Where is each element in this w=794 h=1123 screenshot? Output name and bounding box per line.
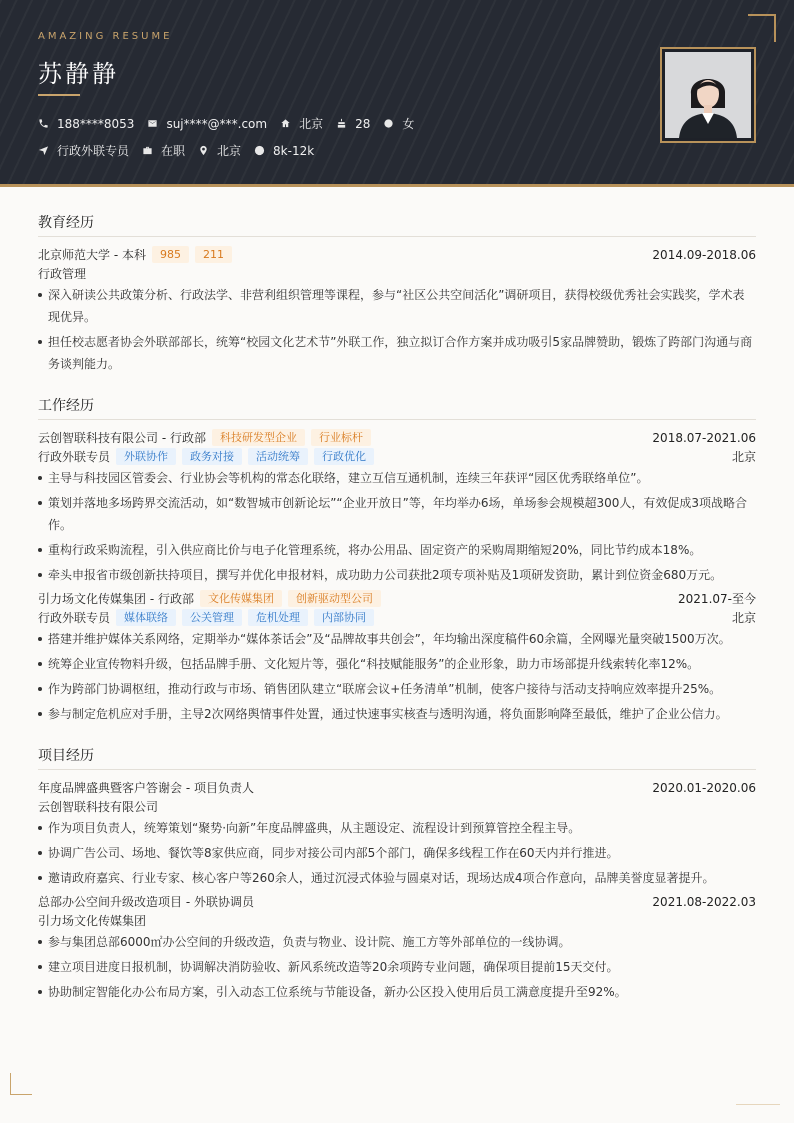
resume-tagline: AMAZING RESUME	[38, 31, 173, 42]
list-item: 策划并落地多场跨界交流活动，如“数智城市创新论坛”“企业开放日”等，年均举办6场，单场参会规模超300人，有效促成3项战略合作。	[38, 492, 756, 536]
skill-tag: 活动统筹	[248, 448, 308, 465]
position-name: 行政外联专员	[38, 611, 111, 625]
phone-item	[38, 117, 134, 131]
skill-tag: 政务对接	[182, 448, 242, 465]
home-icon	[280, 118, 291, 129]
project-name: 年度品牌盛典暨客户答谢会 - 项目负责人	[38, 781, 254, 795]
entry-city: 北京	[731, 611, 756, 625]
skill-tag: 公关管理	[182, 609, 242, 626]
list-item: 重构行政采购流程，引入供应商比价与电子化管理系统，将办公用品、固定资产的采购周期缩短20%，同比节约成本18%。	[38, 539, 756, 561]
project-entry	[38, 778, 756, 889]
header-divider	[0, 184, 794, 187]
list-item: 协调广告公司、场地、餐饮等8家供应商，同步对接公司内部5个部门，确保多线程工作在60天内并行推进。	[38, 842, 756, 864]
project-section	[38, 745, 756, 1003]
job-info-row	[38, 142, 327, 159]
phone-icon	[38, 118, 49, 129]
education-entry	[38, 245, 756, 375]
project-name: 总部办公空间升级改造项目 - 外联协调员	[38, 895, 254, 909]
major-name: 行政管理	[38, 267, 87, 281]
footer-ornament-line	[736, 1104, 780, 1105]
list-item: 参与集团总部6000㎡办公空间的升级改造，负责与物业、设计院、施工方等外部单位的一线协调。	[38, 931, 756, 953]
entry-header	[38, 892, 756, 911]
home-text: 北京	[299, 117, 324, 131]
avatar	[665, 52, 751, 138]
list-item: 参与制定危机应对手册，主导2次网络舆情事件处置，通过快速事实核查与透明沟通，将负面影响降至最低，维护了企业公信力。	[38, 703, 756, 725]
salary-item	[254, 144, 314, 158]
resume-header	[0, 0, 794, 184]
company-tag: 文化传媒集团	[200, 590, 282, 607]
list-item: 统筹企业宣传物料升级，包括品牌手册、文化短片等，强化“科技赋能服务”的企业形象，助力市场部提升线索转化率12%。	[38, 653, 756, 675]
entry-subheader	[38, 797, 756, 816]
entry-subheader	[38, 264, 756, 283]
project-company: 引力场文化传媒集团	[38, 914, 147, 928]
position-name: 行政外联专员	[38, 450, 111, 464]
gender-text: 女	[402, 117, 415, 131]
briefcase-icon	[142, 145, 153, 156]
company-name: 云创智联科技有限公司 - 行政部	[38, 431, 206, 445]
list-item: 主导与科技园区管委会、行业协会等机构的常态化联络，建立互信互通机制，连续三年获评“园区优秀联络单位”。	[38, 467, 756, 489]
list-item: 邀请政府嘉宾、行业专家、核心客户等260余人，通过沉浸式体验与圆桌对话，现场达成4项合作意向，品牌美誉度显著提升。	[38, 867, 756, 889]
section-title: 工作经历	[38, 395, 756, 420]
list-item: 协助制定智能化办公布局方案，引入动态工位系统与节能设备，新办公区投入使用后员工满意度提升至92%。	[38, 981, 756, 1003]
target-city-text: 北京	[217, 144, 242, 158]
entry-date: 2018.07-2021.06	[652, 430, 756, 445]
name-underline	[38, 94, 80, 96]
status-text: 在职	[161, 144, 186, 158]
corner-ornament	[748, 14, 776, 42]
list-item: 深入研读公共政策分析、行政法学、非营利组织管理等课程，参与“社区公共空间活化”调研项目，获得校级优秀社会实践奖，学术表现优异。	[38, 284, 756, 328]
company-tag: 行业标杆	[311, 429, 371, 446]
profile-photo-frame	[660, 47, 756, 143]
skill-tag: 危机处理	[248, 609, 308, 626]
status-item	[142, 142, 185, 159]
bullet-list	[38, 628, 756, 725]
gender-item	[383, 115, 414, 132]
target-position-text: 行政外联专员	[57, 144, 130, 158]
entry-subheader	[38, 447, 756, 466]
work-section	[38, 395, 756, 725]
entry-date: 2021.08-2022.03	[652, 894, 756, 909]
school-name: 北京师范大学 - 本科	[38, 248, 146, 262]
corner-ornament	[10, 1073, 32, 1095]
age-text: 28	[355, 116, 371, 131]
education-section	[38, 212, 756, 375]
home-item	[280, 115, 323, 132]
entry-header	[38, 589, 756, 608]
send-icon	[38, 145, 49, 156]
candidate-name: 苏静静	[38, 60, 119, 88]
entry-subheader	[38, 911, 756, 930]
school-tag: 211	[195, 246, 232, 263]
list-item: 作为项目负责人，统筹策划“聚势·向新”年度品牌盛典，从主题设定、流程设计到预算管控全程主导。	[38, 817, 756, 839]
entry-subheader	[38, 608, 756, 627]
company-tag: 科技研发型企业	[212, 429, 305, 446]
section-title: 教育经历	[38, 212, 756, 237]
phone-text: 188****8053	[57, 116, 135, 131]
email-text: suj****@***.com	[166, 116, 268, 131]
bullet-list	[38, 931, 756, 1003]
target-city-item	[198, 142, 241, 159]
salary-text: 8k-12k	[273, 143, 315, 158]
school-tag: 985	[152, 246, 189, 263]
gender-icon	[383, 118, 394, 129]
list-item: 担任校志愿者协会外联部部长，统筹“校园文化艺术节”外联工作，独立拟订合作方案并成功吸引5家品牌赞助，锻炼了跨部门沟通与商务谈判能力。	[38, 331, 756, 375]
salary-icon	[254, 145, 265, 156]
list-item: 作为跨部门协调枢纽，推动行政与市场、销售团队建立“联席会议+任务清单”机制，使客户接待与活动支持响应效率提升25%。	[38, 678, 756, 700]
entry-date: 2021.07-至今	[678, 592, 756, 606]
bullet-list	[38, 817, 756, 889]
entry-date: 2014.09-2018.06	[652, 247, 756, 262]
target-position-item	[38, 142, 129, 159]
company-name: 引力场文化传媒集团 - 行政部	[38, 592, 194, 606]
list-item: 搭建并维护媒体关系网络，定期举办“媒体茶话会”及“品牌故事共创会”，年均输出深度稿件60余篇，全网曝光量突破1500万次。	[38, 628, 756, 650]
list-item: 建立项目进度日报机制，协调解决消防验收、新风系统改造等20余项跨专业问题，确保项目提前15天交付。	[38, 956, 756, 978]
entry-city: 北京	[731, 450, 756, 464]
work-entry	[38, 428, 756, 586]
skill-tag: 行政优化	[314, 448, 374, 465]
age-item	[336, 117, 370, 131]
bullet-list	[38, 467, 756, 586]
contact-info-row	[38, 115, 427, 132]
bullet-list	[38, 284, 756, 375]
resume-body	[38, 212, 756, 1023]
cake-icon	[336, 118, 347, 129]
project-entry	[38, 892, 756, 1003]
skill-tag: 外联协作	[116, 448, 176, 465]
section-title: 项目经历	[38, 745, 756, 770]
work-entry	[38, 589, 756, 725]
entry-header	[38, 778, 756, 797]
company-tag: 创新驱动型公司	[288, 590, 381, 607]
mail-icon	[147, 118, 158, 129]
list-item: 牵头申报省市级创新扶持项目，撰写并优化申报材料，成功助力公司获批2项专项补贴及1项研发资助，累计到位资金680万元。	[38, 564, 756, 586]
entry-date: 2020.01-2020.06	[652, 780, 756, 795]
profile-photo	[665, 52, 751, 138]
location-icon	[198, 145, 209, 156]
skill-tag: 内部协同	[314, 609, 374, 626]
entry-header	[38, 428, 756, 447]
skill-tag: 媒体联络	[116, 609, 176, 626]
project-company: 云创智联科技有限公司	[38, 800, 159, 814]
entry-header	[38, 245, 756, 264]
email-item	[147, 117, 267, 131]
